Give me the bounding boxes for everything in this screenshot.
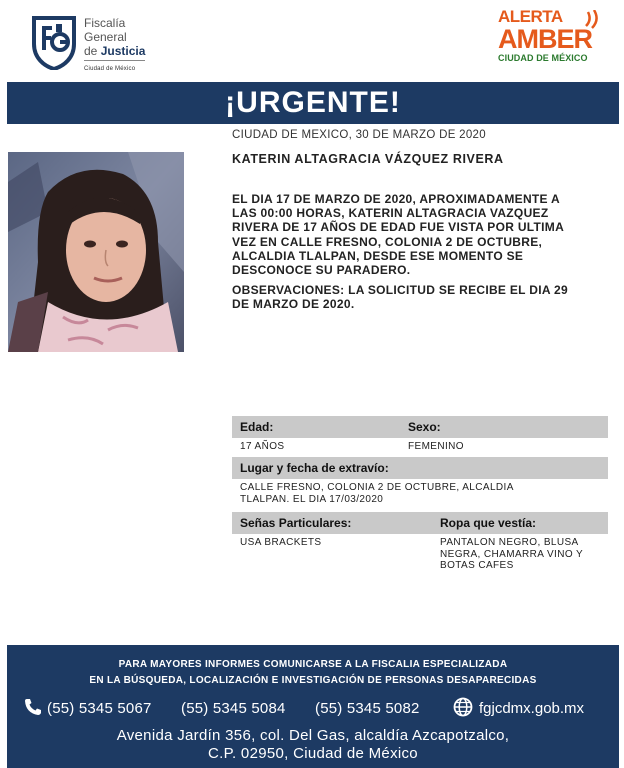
description-line: DESCONOCE SU PARADERO. xyxy=(232,263,411,278)
description-line: RIVERA DE 17 AÑOS DE EDAD FUE VISTA POR ULTIMA xyxy=(232,220,565,235)
clothes-line: NEGRA, CHAMARRA VINO Y xyxy=(440,548,584,560)
phone-number[interactable]: (55) 5345 5084 xyxy=(181,700,286,717)
age-value: 17 AÑOS xyxy=(240,441,285,452)
urgent-banner: ¡URGENTE! xyxy=(7,82,619,124)
missing-person-photo xyxy=(8,152,184,352)
fgj-emblem-icon xyxy=(30,14,78,70)
fgj-logo-line2: General xyxy=(84,30,127,44)
clothes-line: BOTAS CAFES xyxy=(440,560,514,571)
website-link[interactable]: fgjcdmx.gob.mx xyxy=(479,700,585,717)
age-sex-header-row xyxy=(232,416,608,438)
fgj-logo-line3-prefix: de xyxy=(84,44,101,58)
clothes-line: PANTALON NEGRO, BLUSA xyxy=(440,537,579,548)
sex-value: FEMENINO xyxy=(408,441,464,452)
clothes-value xyxy=(440,537,610,572)
phone-icon xyxy=(23,697,43,717)
observations-line: OBSERVACIONES: LA SOLICITUD SE RECIBE EL DIA 29 xyxy=(232,283,568,297)
alerta-amber-logo xyxy=(498,8,608,74)
signal-waves-icon xyxy=(584,10,604,32)
amber-logo-line3: CIUDAD DE MÉXICO xyxy=(498,53,588,63)
sex-label: Sexo: xyxy=(408,420,441,434)
globe-icon xyxy=(453,697,473,717)
observations-line: DE MARZO DE 2020. xyxy=(232,297,355,312)
place-value xyxy=(240,482,600,505)
phone-number[interactable]: (55) 5345 5067 xyxy=(47,700,152,717)
footer-info-line2: EN LA BÚSQUEDA, LOCALIZACIÓN E INVESTIGACIÓN DE PERSONAS DESAPARECIDAS xyxy=(89,675,537,686)
amber-logo-line1: ALERTA xyxy=(498,7,563,26)
address-line1: Avenida Jardín 356, col. Del Gas, alcaldía Azcapotzalco, xyxy=(116,727,510,744)
place-line: TLALPAN. EL DIA 17/03/2020 xyxy=(240,493,384,505)
footer-info-line1: PARA MAYORES INFORMES COMUNICARSE A LA FISCALIA ESPECIALIZADA xyxy=(118,659,508,670)
amber-logo-line2: AMBER xyxy=(498,24,592,54)
fgj-logo-line4: Ciudad de México xyxy=(84,60,145,76)
fgj-logo xyxy=(30,14,160,74)
place-header: Lugar y fecha de extravío: xyxy=(232,457,608,479)
description-line: EL DIA 17 DE MARZO DE 2020, APROXIMADAMENTE A xyxy=(232,192,560,206)
age-label: Edad: xyxy=(240,420,274,434)
place-line: CALLE FRESNO, COLONIA 2 DE OCTUBRE, ALCALDIA xyxy=(240,482,514,493)
fgj-logo-line3-bold: Justicia xyxy=(100,44,146,58)
address-line2: C.P. 02950, Ciudad de México xyxy=(208,745,418,762)
missing-person-name: KATERIN ALTAGRACIA VÁZQUEZ RIVERA xyxy=(232,152,504,166)
contact-footer xyxy=(7,645,619,768)
description-line: ALCALDIA TLALPAN, DESDE ESE MOMENTO SE xyxy=(232,248,524,263)
phone-number[interactable]: (55) 5345 5082 xyxy=(315,700,420,717)
observations-paragraph xyxy=(232,283,602,311)
description-line: LAS 00:00 HORAS, KATERIN ALTAGRACIA VAZQUEZ xyxy=(232,206,549,221)
description-line: VEZ EN CALLE FRESNO, COLONIA 2 DE OCTUBRE, xyxy=(232,234,543,249)
description-paragraph xyxy=(232,192,602,277)
date-line: CIUDAD DE MEXICO, 30 DE MARZO DE 2020 xyxy=(232,129,486,141)
clothes-label: Ropa que vestía: xyxy=(440,516,537,530)
marks-value: USA BRACKETS xyxy=(240,537,322,548)
marks-clothes-header-row xyxy=(232,512,608,534)
marks-label: Señas Particulares: xyxy=(240,516,352,530)
fgj-logo-line1: Fiscalía xyxy=(84,16,126,30)
fgj-logo-line3 xyxy=(84,44,145,58)
